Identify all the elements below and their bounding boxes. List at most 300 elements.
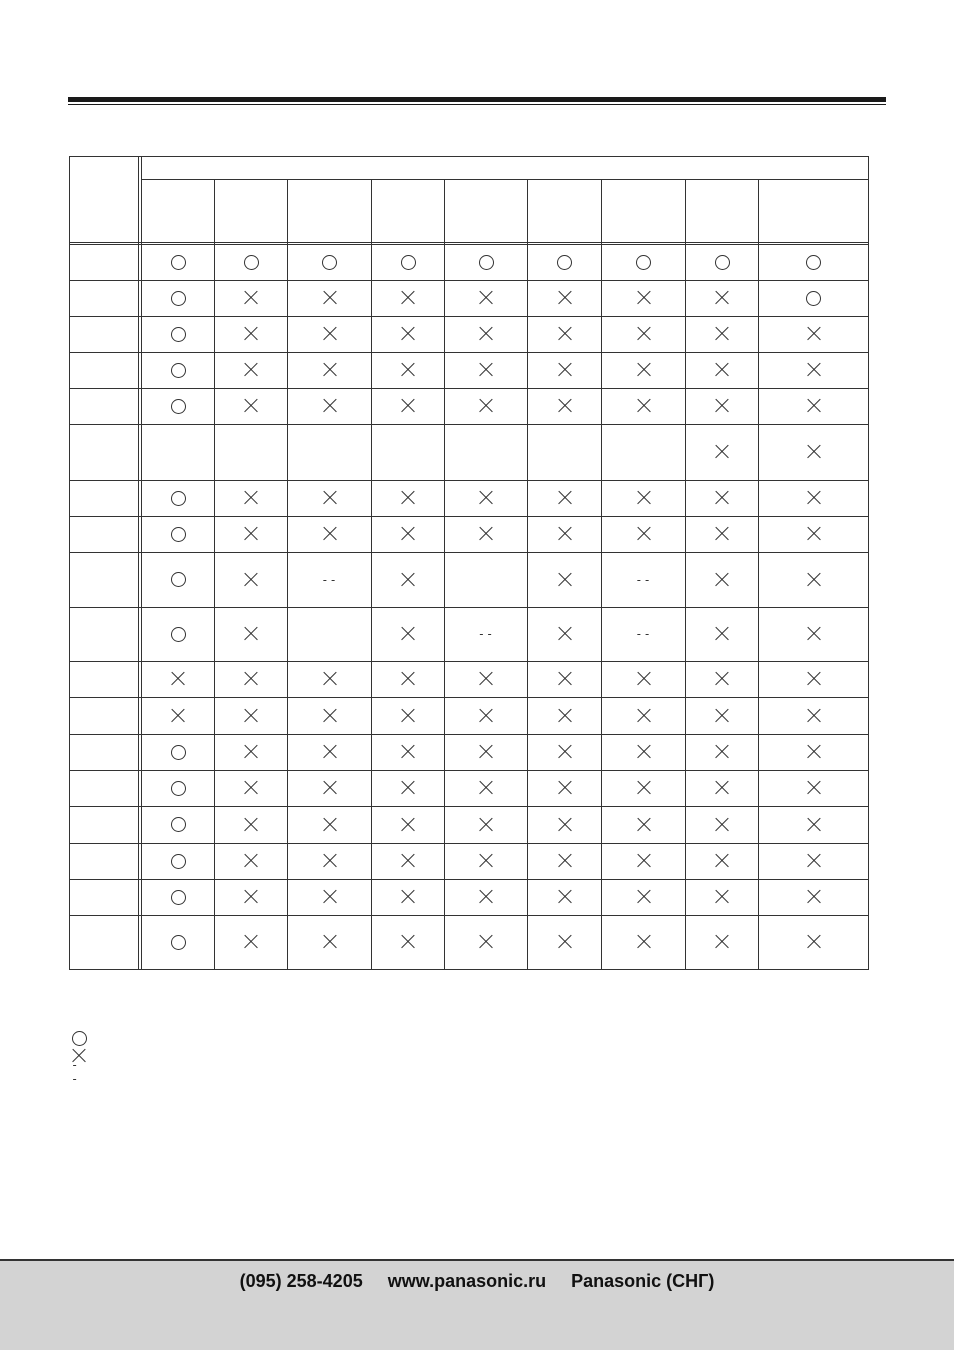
table-cell — [215, 607, 287, 661]
circle-mark — [715, 255, 730, 270]
cross-mark — [807, 890, 821, 904]
table-cell — [686, 552, 758, 607]
cross-mark — [244, 709, 258, 723]
circle-mark — [72, 1031, 87, 1046]
cross-mark — [323, 890, 337, 904]
table-cell — [215, 424, 287, 480]
table-cell — [528, 352, 601, 388]
table-cell — [686, 316, 758, 352]
table-cell — [372, 697, 444, 734]
cross-mark — [244, 363, 258, 377]
cross-mark — [244, 890, 258, 904]
cross-mark — [715, 291, 729, 305]
table-cell — [445, 806, 527, 843]
table-cell — [215, 388, 287, 424]
cross-mark — [807, 445, 821, 459]
table-cell — [602, 607, 685, 661]
cross-mark — [715, 818, 729, 832]
table-cell — [445, 424, 527, 480]
cross-mark — [244, 818, 258, 832]
cross-mark — [715, 627, 729, 641]
label-column-divider — [138, 156, 139, 969]
table-cell — [602, 843, 685, 879]
cross-mark — [401, 781, 415, 795]
circle-mark — [171, 399, 186, 414]
cross-mark — [479, 709, 493, 723]
table-cell — [142, 552, 214, 607]
footer-website: www.panasonic.ru — [387, 1271, 547, 1291]
cross-mark — [715, 327, 729, 341]
dash-mark: -- — [71, 1058, 80, 1086]
table-cell — [602, 661, 685, 697]
table-cell — [142, 879, 214, 915]
table-cell — [759, 697, 868, 734]
table-cell — [372, 915, 444, 969]
table-cell — [142, 607, 214, 661]
table-cell — [215, 552, 287, 607]
table-cell — [288, 607, 371, 661]
table-cell — [759, 879, 868, 915]
cross-mark — [715, 672, 729, 686]
cross-mark — [323, 491, 337, 505]
cross-mark — [401, 399, 415, 413]
cross-mark — [323, 781, 337, 795]
cross-mark — [637, 781, 651, 795]
table-cell — [215, 734, 287, 770]
table-cell — [445, 697, 527, 734]
table-cell — [528, 734, 601, 770]
table-cell — [445, 280, 527, 316]
cross-mark — [558, 399, 572, 413]
cross-mark — [479, 890, 493, 904]
cross-mark — [637, 890, 651, 904]
table-cell — [445, 734, 527, 770]
table-cell — [215, 915, 287, 969]
cross-mark — [637, 327, 651, 341]
circle-mark — [171, 781, 186, 796]
header-bottom-rule — [69, 242, 868, 243]
cross-mark — [244, 781, 258, 795]
cross-mark — [479, 291, 493, 305]
table-cell — [372, 352, 444, 388]
table-cell — [602, 552, 685, 607]
footer-bar — [0, 1261, 954, 1350]
table-cell — [528, 280, 601, 316]
cross-mark — [244, 935, 258, 949]
cross-mark — [558, 745, 572, 759]
table-cell — [686, 280, 758, 316]
table-cell — [759, 552, 868, 607]
cross-mark — [244, 854, 258, 868]
circle-mark — [171, 363, 186, 378]
cross-mark — [401, 627, 415, 641]
table-cell — [215, 770, 287, 806]
table-cell — [686, 388, 758, 424]
circle-mark — [171, 817, 186, 832]
table-cell — [686, 697, 758, 734]
table-cell — [142, 843, 214, 879]
cross-mark — [807, 854, 821, 868]
circle-mark — [171, 491, 186, 506]
table-cell — [528, 480, 601, 516]
cross-mark — [323, 291, 337, 305]
cross-mark — [715, 745, 729, 759]
cross-mark — [558, 890, 572, 904]
cross-mark — [244, 527, 258, 541]
table-cell — [686, 734, 758, 770]
table-cell — [288, 734, 371, 770]
circle-mark — [244, 255, 259, 270]
table-cell — [215, 806, 287, 843]
cross-mark — [807, 781, 821, 795]
table-cell — [288, 661, 371, 697]
table-cell — [686, 879, 758, 915]
cross-mark — [637, 491, 651, 505]
cross-mark — [479, 527, 493, 541]
table-border-top — [69, 156, 869, 157]
cross-mark — [558, 627, 572, 641]
cross-mark — [479, 327, 493, 341]
dash-mark: -- — [477, 627, 495, 641]
table-cell — [602, 806, 685, 843]
table-cell — [528, 879, 601, 915]
table-cell — [288, 280, 371, 316]
table-cell — [686, 843, 758, 879]
table-border-left — [69, 156, 70, 969]
table-cell — [686, 770, 758, 806]
cross-mark — [715, 709, 729, 723]
table-cell — [528, 552, 601, 607]
table-cell — [288, 480, 371, 516]
table-cell — [215, 352, 287, 388]
table-cell — [288, 388, 371, 424]
circle-mark — [322, 255, 337, 270]
table-cell — [686, 915, 758, 969]
table-cell — [445, 480, 527, 516]
table-cell — [142, 770, 214, 806]
table-cell — [372, 806, 444, 843]
cross-mark — [715, 890, 729, 904]
table-cell — [686, 424, 758, 480]
table-cell — [288, 516, 371, 552]
table-cell — [686, 607, 758, 661]
table-cell — [142, 734, 214, 770]
table-cell — [288, 316, 371, 352]
cross-mark — [401, 935, 415, 949]
table-cell — [602, 280, 685, 316]
dash-mark: -- — [321, 572, 338, 587]
cross-mark — [637, 854, 651, 868]
cross-mark — [323, 527, 337, 541]
cross-mark — [558, 854, 572, 868]
table-cell — [759, 843, 868, 879]
table-cell — [602, 879, 685, 915]
table-cell — [686, 516, 758, 552]
table-cell — [759, 806, 868, 843]
circle-mark — [171, 527, 186, 542]
table-cell — [602, 734, 685, 770]
table-cell — [288, 770, 371, 806]
table-cell — [142, 245, 214, 280]
cross-mark — [637, 672, 651, 686]
table-cell — [372, 245, 444, 280]
table-cell — [445, 516, 527, 552]
table-cell — [215, 480, 287, 516]
cross-mark — [807, 627, 821, 641]
cross-mark — [715, 935, 729, 949]
table-cell — [445, 661, 527, 697]
cross-mark — [558, 818, 572, 832]
cross-mark — [323, 327, 337, 341]
table-cell — [602, 480, 685, 516]
table-cell — [215, 280, 287, 316]
cross-mark — [637, 399, 651, 413]
cross-mark — [244, 399, 258, 413]
table-cell — [528, 607, 601, 661]
table-cell — [372, 770, 444, 806]
table-cell — [759, 607, 868, 661]
cross-mark — [323, 818, 337, 832]
cross-mark — [244, 745, 258, 759]
circle-mark — [171, 255, 186, 270]
table-cell — [759, 424, 868, 480]
cross-mark — [637, 818, 651, 832]
table-cell — [445, 388, 527, 424]
table-cell — [372, 607, 444, 661]
circle-mark — [401, 255, 416, 270]
table-cell — [528, 806, 601, 843]
table-cell — [288, 552, 371, 607]
cross-mark — [244, 291, 258, 305]
cross-mark — [807, 491, 821, 505]
table-cell — [372, 516, 444, 552]
cross-mark — [715, 491, 729, 505]
legend-item — [71, 1030, 87, 1046]
cross-mark — [244, 327, 258, 341]
table-cell — [602, 915, 685, 969]
cross-mark — [715, 363, 729, 377]
footer-contact — [0, 1271, 954, 1292]
cross-mark — [715, 445, 729, 459]
table-cell — [602, 424, 685, 480]
table-cell — [215, 245, 287, 280]
footer-phone: (095) 258-4205 — [239, 1271, 363, 1291]
table-cell — [372, 661, 444, 697]
cross-mark — [637, 709, 651, 723]
cross-mark — [401, 291, 415, 305]
circle-mark — [636, 255, 651, 270]
cross-mark — [323, 363, 337, 377]
cross-mark — [807, 745, 821, 759]
cross-mark — [637, 745, 651, 759]
cross-mark — [401, 573, 415, 587]
table-cell — [445, 352, 527, 388]
cross-mark — [558, 573, 572, 587]
table-cell — [215, 843, 287, 879]
table-cell — [372, 552, 444, 607]
table-cell — [288, 843, 371, 879]
table-cell — [759, 480, 868, 516]
cross-mark — [479, 399, 493, 413]
table-cell — [215, 879, 287, 915]
cross-mark — [479, 854, 493, 868]
cross-mark — [479, 935, 493, 949]
table-cell — [288, 915, 371, 969]
cross-mark — [479, 363, 493, 377]
circle-mark — [171, 327, 186, 342]
cross-mark — [715, 781, 729, 795]
table-cell — [602, 388, 685, 424]
cross-mark — [244, 627, 258, 641]
table-cell — [602, 316, 685, 352]
table-border-right — [868, 156, 869, 970]
dash-mark: -- — [635, 627, 652, 641]
circle-mark — [171, 854, 186, 869]
table-cell — [759, 352, 868, 388]
table-cell — [288, 352, 371, 388]
legend-item — [71, 1058, 87, 1086]
table-cell — [142, 915, 214, 969]
table-cell — [372, 480, 444, 516]
cross-mark — [637, 291, 651, 305]
table-cell — [372, 316, 444, 352]
table-cell — [142, 661, 214, 697]
cross-mark — [715, 573, 729, 587]
circle-mark — [171, 935, 186, 950]
table-cell — [142, 352, 214, 388]
cross-mark — [807, 709, 821, 723]
cross-mark — [715, 527, 729, 541]
cross-mark — [558, 781, 572, 795]
table-cell — [686, 661, 758, 697]
cross-mark — [715, 399, 729, 413]
table-cell — [759, 316, 868, 352]
table-cell — [372, 879, 444, 915]
cross-mark — [244, 573, 258, 587]
table-cell — [215, 661, 287, 697]
table-cell — [215, 516, 287, 552]
cross-mark — [558, 672, 572, 686]
table-cell — [445, 245, 527, 280]
table-cell — [528, 697, 601, 734]
cross-mark — [479, 491, 493, 505]
cross-mark — [807, 363, 821, 377]
table-cell — [142, 388, 214, 424]
cross-mark — [807, 935, 821, 949]
circle-mark — [171, 572, 186, 587]
circle-mark — [171, 745, 186, 760]
dash-mark: -- — [635, 572, 652, 587]
cross-mark — [637, 935, 651, 949]
table-cell — [528, 915, 601, 969]
cross-mark — [558, 935, 572, 949]
cross-mark — [807, 672, 821, 686]
table-cell — [528, 516, 601, 552]
table-cell — [288, 245, 371, 280]
table-cell — [602, 516, 685, 552]
table-cell — [528, 770, 601, 806]
table-cell — [759, 280, 868, 316]
cross-mark — [323, 935, 337, 949]
table-cell — [142, 280, 214, 316]
table-cell — [759, 661, 868, 697]
circle-mark — [806, 291, 821, 306]
cross-mark — [807, 818, 821, 832]
table-cell — [759, 245, 868, 280]
cross-mark — [558, 363, 572, 377]
cross-mark — [323, 709, 337, 723]
cross-mark — [401, 818, 415, 832]
cross-mark — [323, 745, 337, 759]
cross-mark — [558, 291, 572, 305]
cross-mark — [558, 327, 572, 341]
cross-mark — [715, 854, 729, 868]
cross-mark — [323, 399, 337, 413]
table-cell — [372, 734, 444, 770]
table-cell — [142, 480, 214, 516]
cross-mark — [479, 745, 493, 759]
cross-mark — [558, 527, 572, 541]
cross-mark — [807, 573, 821, 587]
table-cell — [215, 697, 287, 734]
cross-mark — [807, 527, 821, 541]
table-cell — [142, 806, 214, 843]
circle-mark — [171, 291, 186, 306]
table-cell — [288, 697, 371, 734]
cross-mark — [637, 363, 651, 377]
cross-mark — [244, 491, 258, 505]
table-cell — [759, 516, 868, 552]
cross-mark — [401, 491, 415, 505]
table-cell — [445, 843, 527, 879]
table-cell — [686, 806, 758, 843]
table-cell — [759, 770, 868, 806]
table-cell — [445, 915, 527, 969]
cross-mark — [401, 709, 415, 723]
cross-mark — [401, 745, 415, 759]
circle-mark — [806, 255, 821, 270]
footer-brand: Panasonic (СНГ) — [571, 1271, 715, 1291]
table-border-bottom — [69, 969, 869, 970]
table-cell — [215, 316, 287, 352]
table-cell — [528, 316, 601, 352]
table-cell — [759, 388, 868, 424]
table-cell — [759, 734, 868, 770]
cross-mark — [401, 527, 415, 541]
table-cell — [372, 424, 444, 480]
table-cell — [288, 879, 371, 915]
table-cell — [288, 424, 371, 480]
table-cell — [602, 352, 685, 388]
cross-mark — [401, 890, 415, 904]
cross-mark — [479, 781, 493, 795]
cross-mark — [323, 854, 337, 868]
table-cell — [445, 607, 527, 661]
cross-mark — [807, 399, 821, 413]
circle-mark — [479, 255, 494, 270]
table-cell — [602, 770, 685, 806]
table-cell — [445, 770, 527, 806]
cross-mark — [171, 672, 185, 686]
table-cell — [142, 516, 214, 552]
cross-mark — [323, 672, 337, 686]
table-cell — [142, 697, 214, 734]
table-cell — [602, 697, 685, 734]
table-cell — [528, 843, 601, 879]
table-cell — [372, 280, 444, 316]
table-cell — [602, 245, 685, 280]
table-cell — [686, 245, 758, 280]
